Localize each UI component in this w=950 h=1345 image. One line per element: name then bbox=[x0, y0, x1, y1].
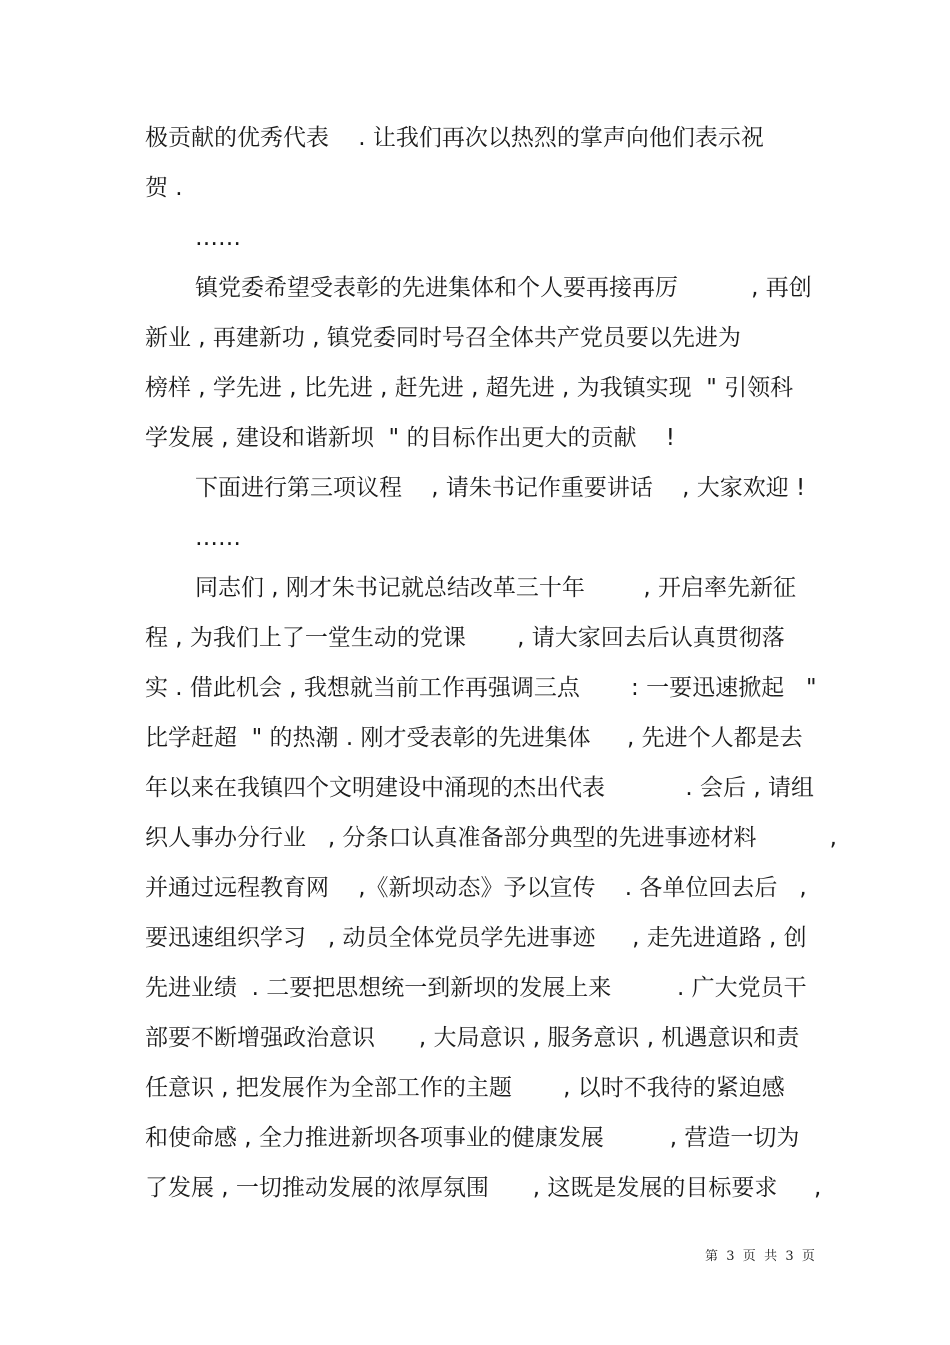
body-line-17: 要迅速组织学习 , 动员全体党员学先进事迹 , 走先进道路 , 创 bbox=[145, 925, 807, 951]
page-footer: 第 3 页 共 3 页 bbox=[705, 1249, 815, 1264]
body-line-10: 同志们 , 刚才朱书记就总结改革三十年 , 开启率先新征 bbox=[195, 575, 797, 601]
body-line-12: 实 . 借此机会 , 我想就当前工作再强调三点 : 一要迅速掀起 " bbox=[145, 675, 817, 701]
body-line-15: 织人事办分行业 , 分条口认真准备部分典型的先进事迹材料 , bbox=[145, 825, 837, 851]
body-line-16: 并通过远程教育网 ,《新坝动态》予以宣传 . 各单位回去后 , bbox=[145, 875, 807, 901]
body-line-2: 贺 . bbox=[145, 175, 183, 201]
body-line-18: 先进业绩 . 二要把思想统一到新坝的发展上来 . 广大党员干 bbox=[145, 975, 807, 1001]
body-line-22: 了发展 , 一切推动发展的浓厚氛围 , 这既是发展的目标要求 , bbox=[145, 1175, 822, 1201]
body-line-7: 学发展 , 建设和谐新坝 " 的目标作出更大的贡献 ! bbox=[145, 425, 675, 451]
body-line-14: 年以来在我镇四个文明建设中涌现的杰出代表 . 会后 , 请组 bbox=[145, 775, 814, 801]
body-line-20: 任意识 , 把发展作为全部工作的主题 , 以时不我待的紧迫感 bbox=[145, 1075, 785, 1101]
ellipsis-1: …… bbox=[195, 225, 241, 251]
body-line-1: 极贡献的优秀代表 . 让我们再次以热烈的掌声向他们表示祝 bbox=[145, 125, 764, 151]
body-line-5: 新业 , 再建新功 , 镇党委同时号召全体共产党员要以先进为 bbox=[145, 325, 741, 351]
body-line-21: 和使命感 , 全力推进新坝各项事业的健康发展 , 营造一切为 bbox=[145, 1125, 800, 1151]
body-line-4: 镇党委希望受表彰的先进集体和个人要再接再厉 , 再创 bbox=[195, 275, 812, 301]
body-line-8: 下面进行第三项议程 , 请朱书记作重要讲话 , 大家欢迎 ! bbox=[195, 475, 806, 501]
body-line-11: 程 , 为我们上了一堂生动的党课 , 请大家回去后认真贯彻落 bbox=[145, 625, 785, 651]
body-line-6: 榜样 , 学先进 , 比先进 , 赶先进 , 超先进 , 为我镇实现 " 引领科 bbox=[145, 375, 794, 401]
body-line-19: 部要不断增强政治意识 , 大局意识 , 服务意识 , 机遇意识和责 bbox=[145, 1025, 800, 1051]
body-line-13: 比学赶超 " 的热潮 . 刚才受表彰的先进集体 , 先进个人都是去 bbox=[145, 725, 803, 751]
ellipsis-2: …… bbox=[195, 525, 241, 551]
